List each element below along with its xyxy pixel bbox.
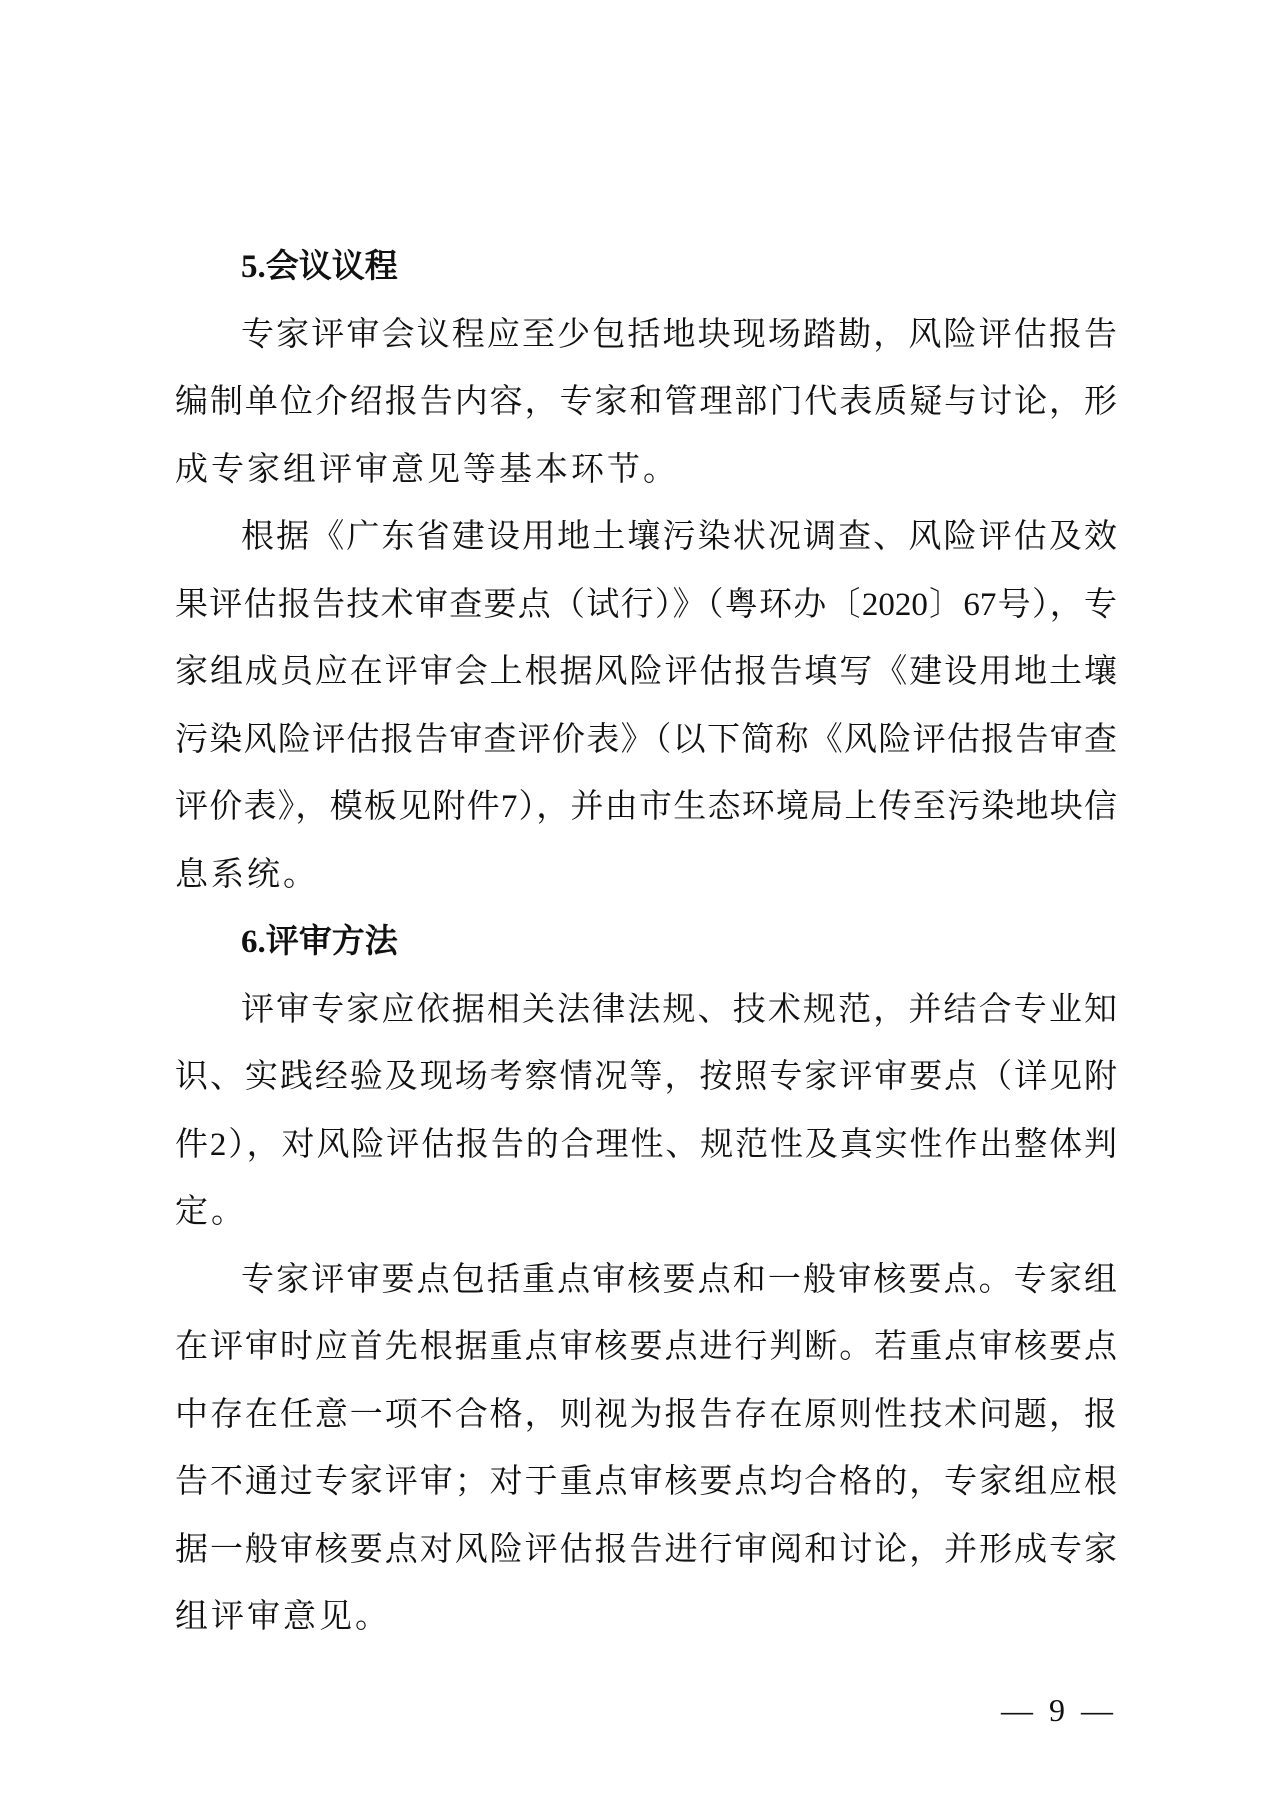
- paragraph-line: 专家评审会议程应至少包括地块现场踏勘，风险评估报告: [241, 316, 1117, 353]
- paragraph-line: 根据《广东省建设用地土壤污染状况调查、风险评估及效: [241, 519, 1117, 555]
- paragraph-line: 定。: [175, 1194, 247, 1230]
- document-body: [175, 234, 1117, 1652]
- paragraph-line: 污染风险评估报告审查评价表》（以下简称《风险评估报告审查: [175, 721, 1117, 758]
- section-heading: 6.评审方法: [241, 924, 398, 960]
- paragraph-line: 专家评审要点包括重点审核要点和一般审核要点。专家组: [241, 1261, 1117, 1298]
- paragraph-line: 件2），对风险评估报告的合理性、规范性及真实性作出整体判: [175, 1126, 1117, 1163]
- paragraph-line: 评审专家应依据相关法律法规、技术规范，并结合专业知: [241, 991, 1117, 1028]
- paragraph-line: 家组成员应在评审会上根据风险评估报告填写《建设用地土壤: [175, 654, 1117, 690]
- paragraph-line: 编制单位介绍报告内容，专家和管理部门代表质疑与讨论，形: [175, 384, 1117, 420]
- paragraph-line: 在评审时应首先根据重点审核要点进行判断。若重点审核要点: [175, 1329, 1117, 1365]
- paragraph-line: 中存在任意一项不合格，则视为报告存在原则性技术问题，报: [175, 1396, 1117, 1433]
- page-number: — 9 —: [1001, 1692, 1117, 1728]
- paragraph-line: 成专家组评审意见等基本环节。: [175, 451, 679, 488]
- paragraph-line: 息系统。: [175, 856, 319, 893]
- section-heading: 5.会议议程: [241, 249, 398, 285]
- paragraph-line: 识、实践经验及现场考察情况等，按照专家评审要点（详见附: [175, 1059, 1117, 1095]
- paragraph-line: 告不通过专家评审；对于重点审核要点均合格的，专家组应根: [175, 1464, 1117, 1500]
- paragraph-line: 组评审意见。: [175, 1599, 391, 1635]
- paragraph-line: 评价表》，模板见附件7），并由市生态环境局上传至污染地块信: [175, 789, 1117, 825]
- paragraph-line: 据一般审核要点对风险评估报告进行审阅和讨论，并形成专家: [175, 1531, 1117, 1568]
- paragraph-line: 果评估报告技术审查要点（试行）》（粤环办〔2020〕67号），专: [175, 586, 1117, 623]
